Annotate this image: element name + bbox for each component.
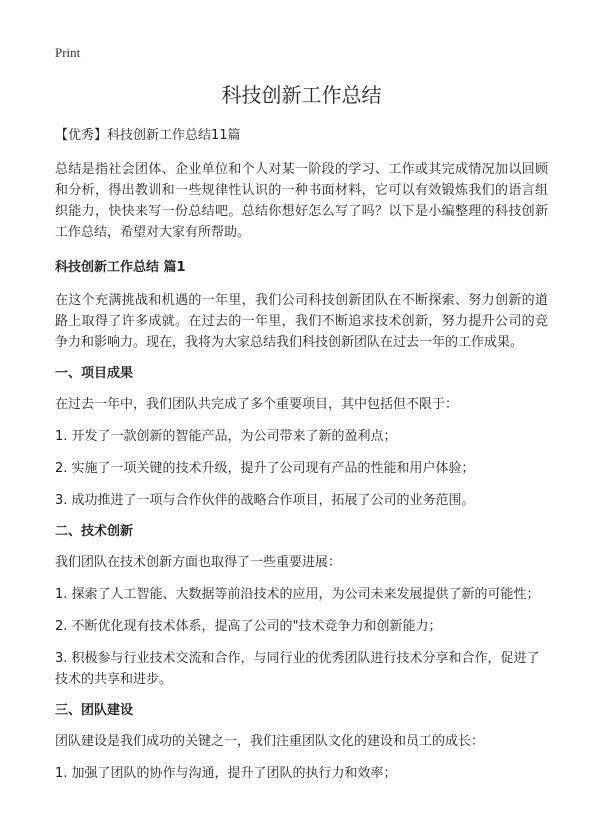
list-item: 1. 探索了人工智能、大数据等前沿技术的应用，为公司未来发展提供了新的可能性； bbox=[55, 587, 540, 602]
article-opening-paragraph: 在这个充满挑战和机遇的一年里，我们公司科技创新团队在不断探索、努力创新的道路上取得了许多成就。在过去的一年里，我们不断追求技术创新，努力提升公司的竞争力和影响力。现在，我将为大家总结我们科技创新团队在过去一年的工作成果。 bbox=[55, 293, 548, 350]
section-lead-project-results: 在过去一年中，我们团队共完成了多个重要项目，其中包括但不限于： bbox=[55, 397, 459, 412]
print-link[interactable]: Print bbox=[55, 45, 81, 60]
list-item: 1. 开发了一款创新的智能产品，为公司带来了新的盈利点； bbox=[55, 429, 397, 444]
list-item: 2. 不断优化现有技术体系，提高了公司的"技术竞争力和创新能力； bbox=[55, 619, 442, 634]
article-heading: 科技创新工作总结 篇1 bbox=[55, 260, 186, 275]
list-item: 1. 加强了团队的协作与沟通，提升了团队的执行力和效率； bbox=[55, 766, 397, 781]
document-subtitle: 【优秀】科技创新工作总结11篇 bbox=[55, 128, 241, 143]
list-item: 3. 积极参与行业技术交流和合作，与同行业的优秀团队进行技术分享和合作，促进了技术的共享和进步。 bbox=[55, 651, 540, 687]
section-lead-tech-innovation: 我们团队在技术创新方面也取得了一些重要进展： bbox=[55, 555, 342, 570]
section-heading-project-results: 一、项目成果 bbox=[55, 366, 134, 381]
section-heading-tech-innovation: 二、技术创新 bbox=[55, 524, 134, 539]
list-item: 2. 实施了一项关键的技术升级，提升了公司现有产品的性能和用户体验； bbox=[55, 461, 475, 476]
list-item: 3. 成功推进了一项与合作伙伴的战略合作项目，拓展了公司的业务范围。 bbox=[55, 493, 475, 508]
page-title: 科技创新工作总结 bbox=[221, 83, 382, 107]
section-heading-team-building: 三、团队建设 bbox=[55, 703, 134, 718]
intro-paragraph: 总结是指社会团体、企业单位和个人对某一阶段的学习、工作或其完成情况加以回顾和分析，得出教训和一些规律性认识的一种书面材料，它可以有效锻炼我们的语言组织能力，快快来写一份总结吧。总结你想好怎么写了吗？以下是小编整理的科技创新工作总结，希望对大家有所帮助。 bbox=[55, 162, 548, 240]
section-lead-team-building: 团队建设是我们成功的关键之一，我们注重团队文化的建设和员工的成长： bbox=[55, 734, 485, 749]
